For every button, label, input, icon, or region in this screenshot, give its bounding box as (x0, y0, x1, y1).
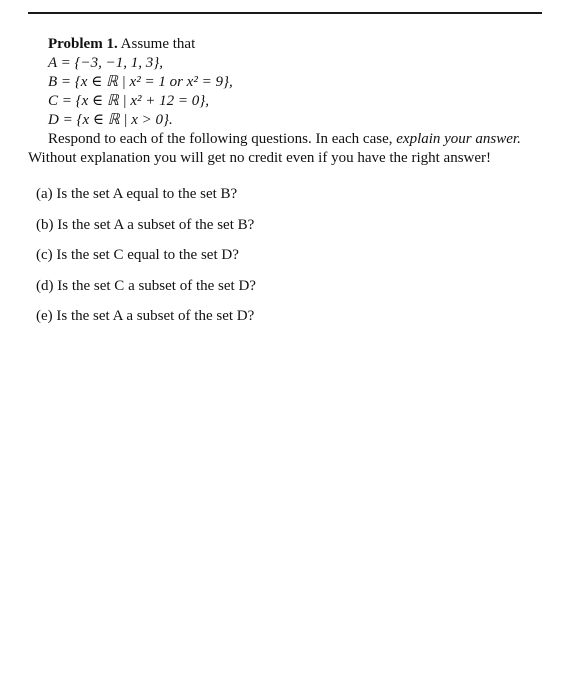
question-c: (c) Is the set C equal to the set D? (36, 247, 239, 263)
instructions-line (28, 130, 548, 149)
instructions-continuation: Without explanation you will get no credit even if you have the right answer! (28, 150, 492, 166)
question-e: (e) Is the set A a subset of the set D? (36, 308, 255, 324)
set-definition-a: A = {−3, −1, 1, 3}, (48, 55, 164, 71)
set-definition-b: B = {x ∈ ℝ | x² = 1 or x² = 9}, (48, 74, 233, 90)
problem-block (28, 35, 548, 338)
question-a: (a) Is the set A equal to the set B? (36, 186, 238, 202)
question-d: (d) Is the set C a subset of the set D? (36, 277, 256, 294)
set-definition-c: C = {x ∈ ℝ | x² + 12 = 0}, (48, 93, 210, 109)
problem-header (28, 35, 548, 54)
problem-label: Problem 1. (48, 36, 118, 52)
question-list (28, 185, 548, 338)
question-b: (b) Is the set A a subset of the set B? (36, 216, 255, 233)
instructions-lead: Respond to each of the following questions. In each case, (48, 131, 393, 147)
top-horizontal-rule (28, 12, 542, 14)
instructions-emphasis: explain your answer. (396, 131, 521, 147)
problem-intro: Assume that (120, 36, 196, 52)
set-definition-d: D = {x ∈ ℝ | x > 0}. (48, 112, 173, 128)
